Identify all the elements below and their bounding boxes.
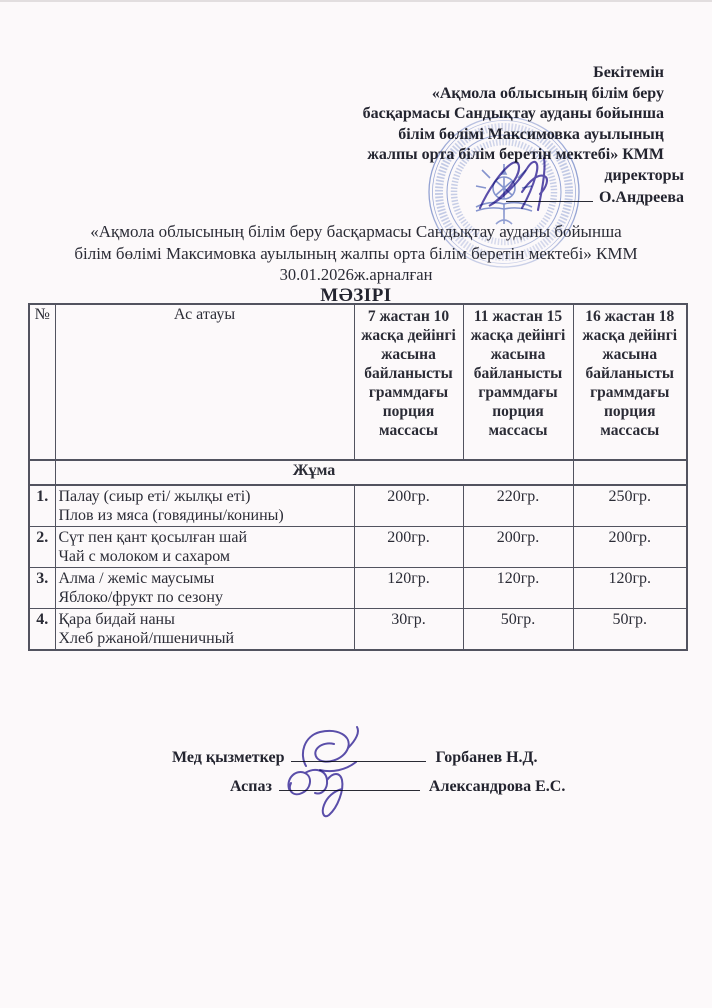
header-cell-age-7-10: 7 жастан 10 жасқа дейінгі жасына байланысты граммдағы порция массасы <box>354 304 463 460</box>
institution-line: білім бөлімі Максимовка ауылының жалпы орта білім беретін мектебі» КММ <box>74 244 638 263</box>
menu-date: 30.01.2026ж.арналған <box>279 265 433 284</box>
signature-line <box>279 776 420 791</box>
header-cell-number: № <box>29 304 55 460</box>
header-cell-dish: Ас атауы <box>55 304 354 460</box>
signature-line <box>506 187 593 202</box>
row-number: 3. <box>29 568 55 609</box>
dish-name-ru: Хлеб ржаной/пшеничный <box>58 630 235 647</box>
dish-name-kk: Палау (сиыр еті/ жылқы еті) <box>58 488 251 505</box>
row-number: 2. <box>29 527 55 568</box>
dish-name-kk: Сүт пен қант қосылған шай <box>58 529 248 546</box>
dish-name-ru: Плов из мяса (говядины/конины) <box>58 507 284 524</box>
day-label: Жұма <box>55 460 573 485</box>
approval-line: жалпы орта білім беретін мектебі» КММ <box>367 146 664 163</box>
portion-11-15: 120гр. <box>463 568 573 609</box>
cook-label: Аспаз <box>230 778 272 795</box>
dish-name-kk: Алма / жеміс маусымы <box>58 570 215 587</box>
portion-7-10: 200гр. <box>354 485 463 527</box>
portion-11-15: 200гр. <box>463 527 573 568</box>
portion-7-10: 120гр. <box>354 568 463 609</box>
institution-line: «Ақмола облысының білім беру басқармасы Сандықтау ауданы бойынша <box>90 222 622 241</box>
dish-name-ru: Чай с молоком и сахаром <box>58 548 231 565</box>
med-worker-name: Горбанев Н.Д. <box>435 749 538 766</box>
dish-name <box>55 609 354 651</box>
dish-name-kk: Қара бидай наны <box>58 611 175 628</box>
cook-signature-row <box>0 776 712 796</box>
director-signature-row <box>284 187 684 209</box>
approval-line: «Ақмола облысының білім беру <box>431 84 664 102</box>
approval-line: басқармасы Сандықтау ауданы бойынша <box>362 105 664 122</box>
header-cell-age-11-15: 11 жастан 15 жасқа дейінгі жасына байланысты граммдағы порция массасы <box>463 304 573 460</box>
director-name: О.Андреева <box>598 189 684 206</box>
table-row <box>29 568 687 609</box>
dish-name <box>55 568 354 609</box>
portion-16-18: 200гр. <box>573 527 687 568</box>
page-title: МӘЗІРІ <box>320 285 392 306</box>
day-row <box>29 460 687 485</box>
dish-name <box>55 527 354 568</box>
table-row <box>29 527 687 568</box>
portion-16-18: 120гр. <box>573 568 687 609</box>
portion-16-18: 50гр. <box>573 609 687 651</box>
table-header-row <box>29 304 687 460</box>
portion-11-15: 50гр. <box>463 609 573 651</box>
dish-name-ru: Яблоко/фрукт по сезону <box>58 589 223 606</box>
portion-7-10: 200гр. <box>354 527 463 568</box>
med-worker-label: Мед қызметкер <box>172 749 285 766</box>
signature-line <box>291 747 426 762</box>
menu-table <box>28 303 688 651</box>
approval-line: Бекітемін <box>593 64 664 81</box>
day-row-empty-cell <box>573 460 687 485</box>
cook-name: Александрова Е.С. <box>428 778 566 795</box>
row-number: 4. <box>29 609 55 651</box>
dish-name <box>55 485 354 527</box>
header-cell-age-16-18: 16 жастан 18 жасқа дейінгі жасына байланысты граммдағы порция массасы <box>573 304 687 460</box>
scan-edge <box>0 0 712 2</box>
table-row <box>29 609 687 651</box>
approval-line: директоры <box>604 166 684 184</box>
portion-16-18: 250гр. <box>573 485 687 527</box>
table-row <box>29 485 687 527</box>
approval-block <box>284 63 684 209</box>
row-number: 1. <box>29 485 55 527</box>
portion-11-15: 220гр. <box>463 485 573 527</box>
approval-line: білім бөлімі Максимовка ауылының <box>398 125 664 143</box>
title-block <box>0 221 712 306</box>
med-worker-signature-row <box>0 747 712 767</box>
day-row-empty-cell <box>29 460 55 485</box>
portion-7-10: 30гр. <box>354 609 463 651</box>
